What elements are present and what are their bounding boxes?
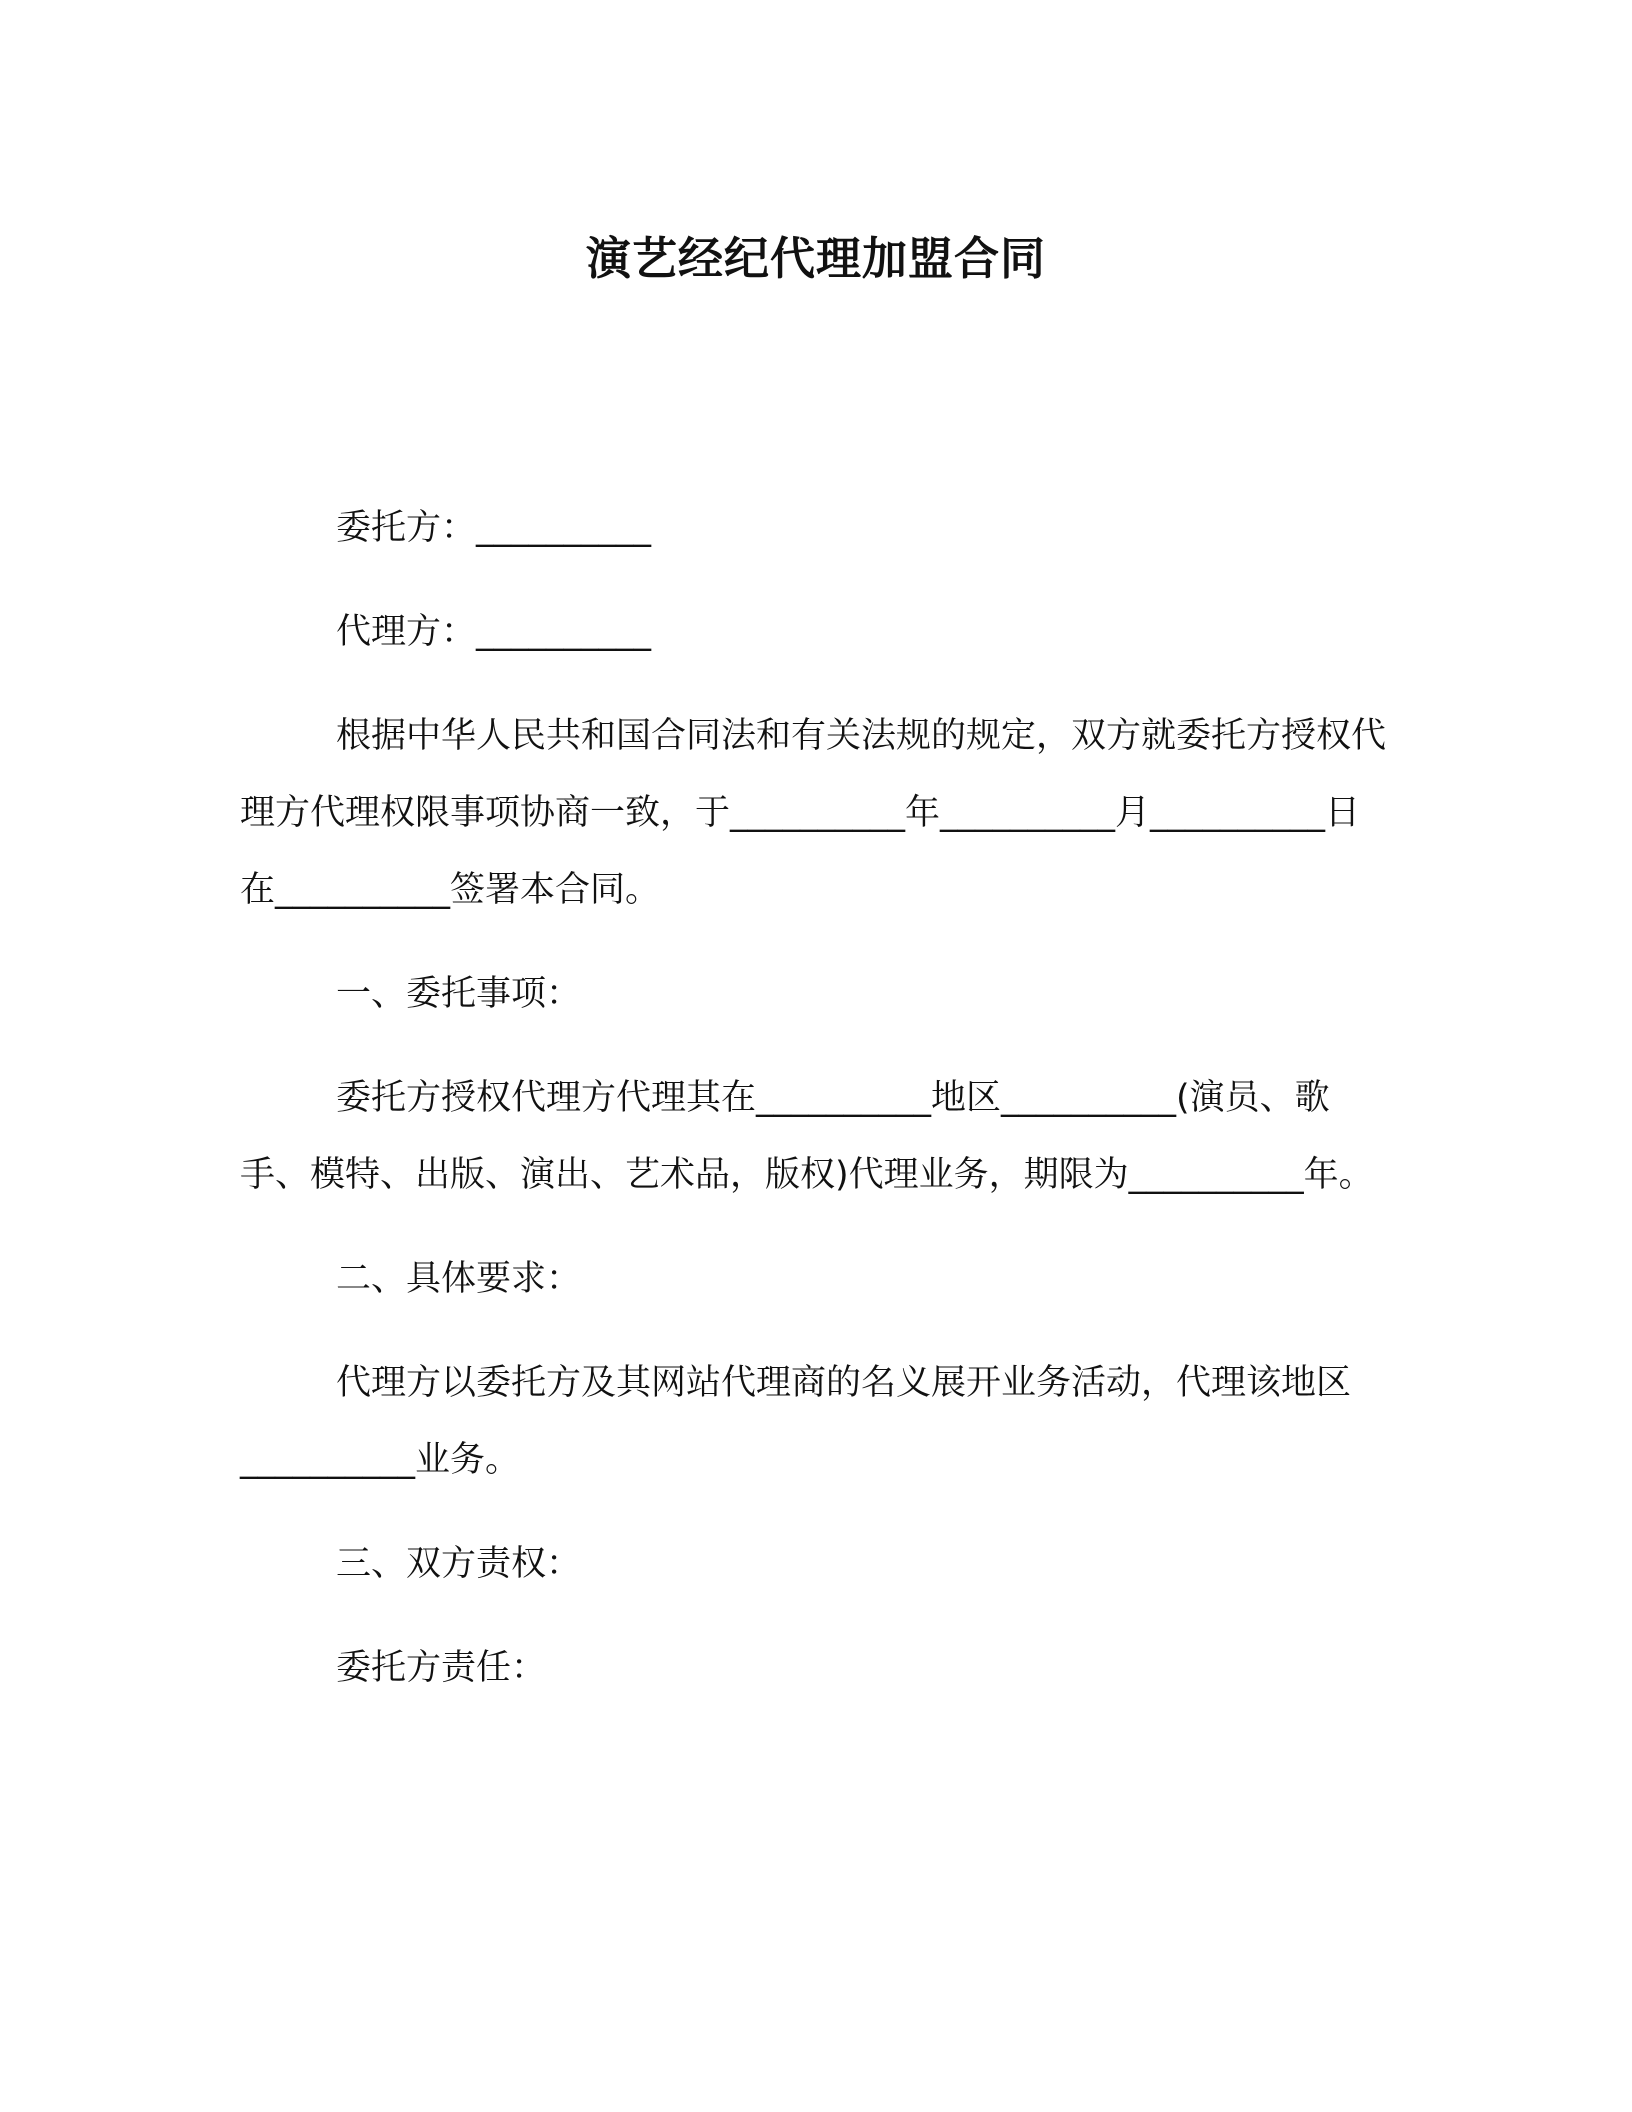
document-body bbox=[240, 490, 1390, 1734]
paragraph-entrustment: 委托方授权代理方代理其在__________地区__________(演员、歌手、模特、出版、演出、艺术品，版权)代理业务，期限为__________年。 bbox=[240, 1078, 1374, 1195]
paragraph-principal-responsibility: 委托方责任： bbox=[336, 1648, 547, 1688]
paragraph-principal: 委托方：__________ bbox=[336, 508, 652, 548]
section-heading-responsibilities: 三、双方责权： bbox=[336, 1544, 582, 1584]
section-heading-requirements: 二、具体要求： bbox=[336, 1259, 582, 1299]
paragraph-requirements: 代理方以委托方及其网站代理商的名义展开业务活动，代理该地区__________业务。 bbox=[240, 1363, 1352, 1480]
document-title: 演艺经纪代理加盟合同 bbox=[585, 232, 1046, 285]
paragraph-agent: 代理方：__________ bbox=[336, 612, 652, 652]
paragraph-preamble: 根据中华人民共和国合同法和有关法规的规定，双方就委托方授权代理方代理权限事项协商一致，于__________年__________月__________日在__________签署本合同。 bbox=[240, 716, 1387, 910]
section-heading-entrustment: 一、委托事项： bbox=[336, 974, 582, 1014]
